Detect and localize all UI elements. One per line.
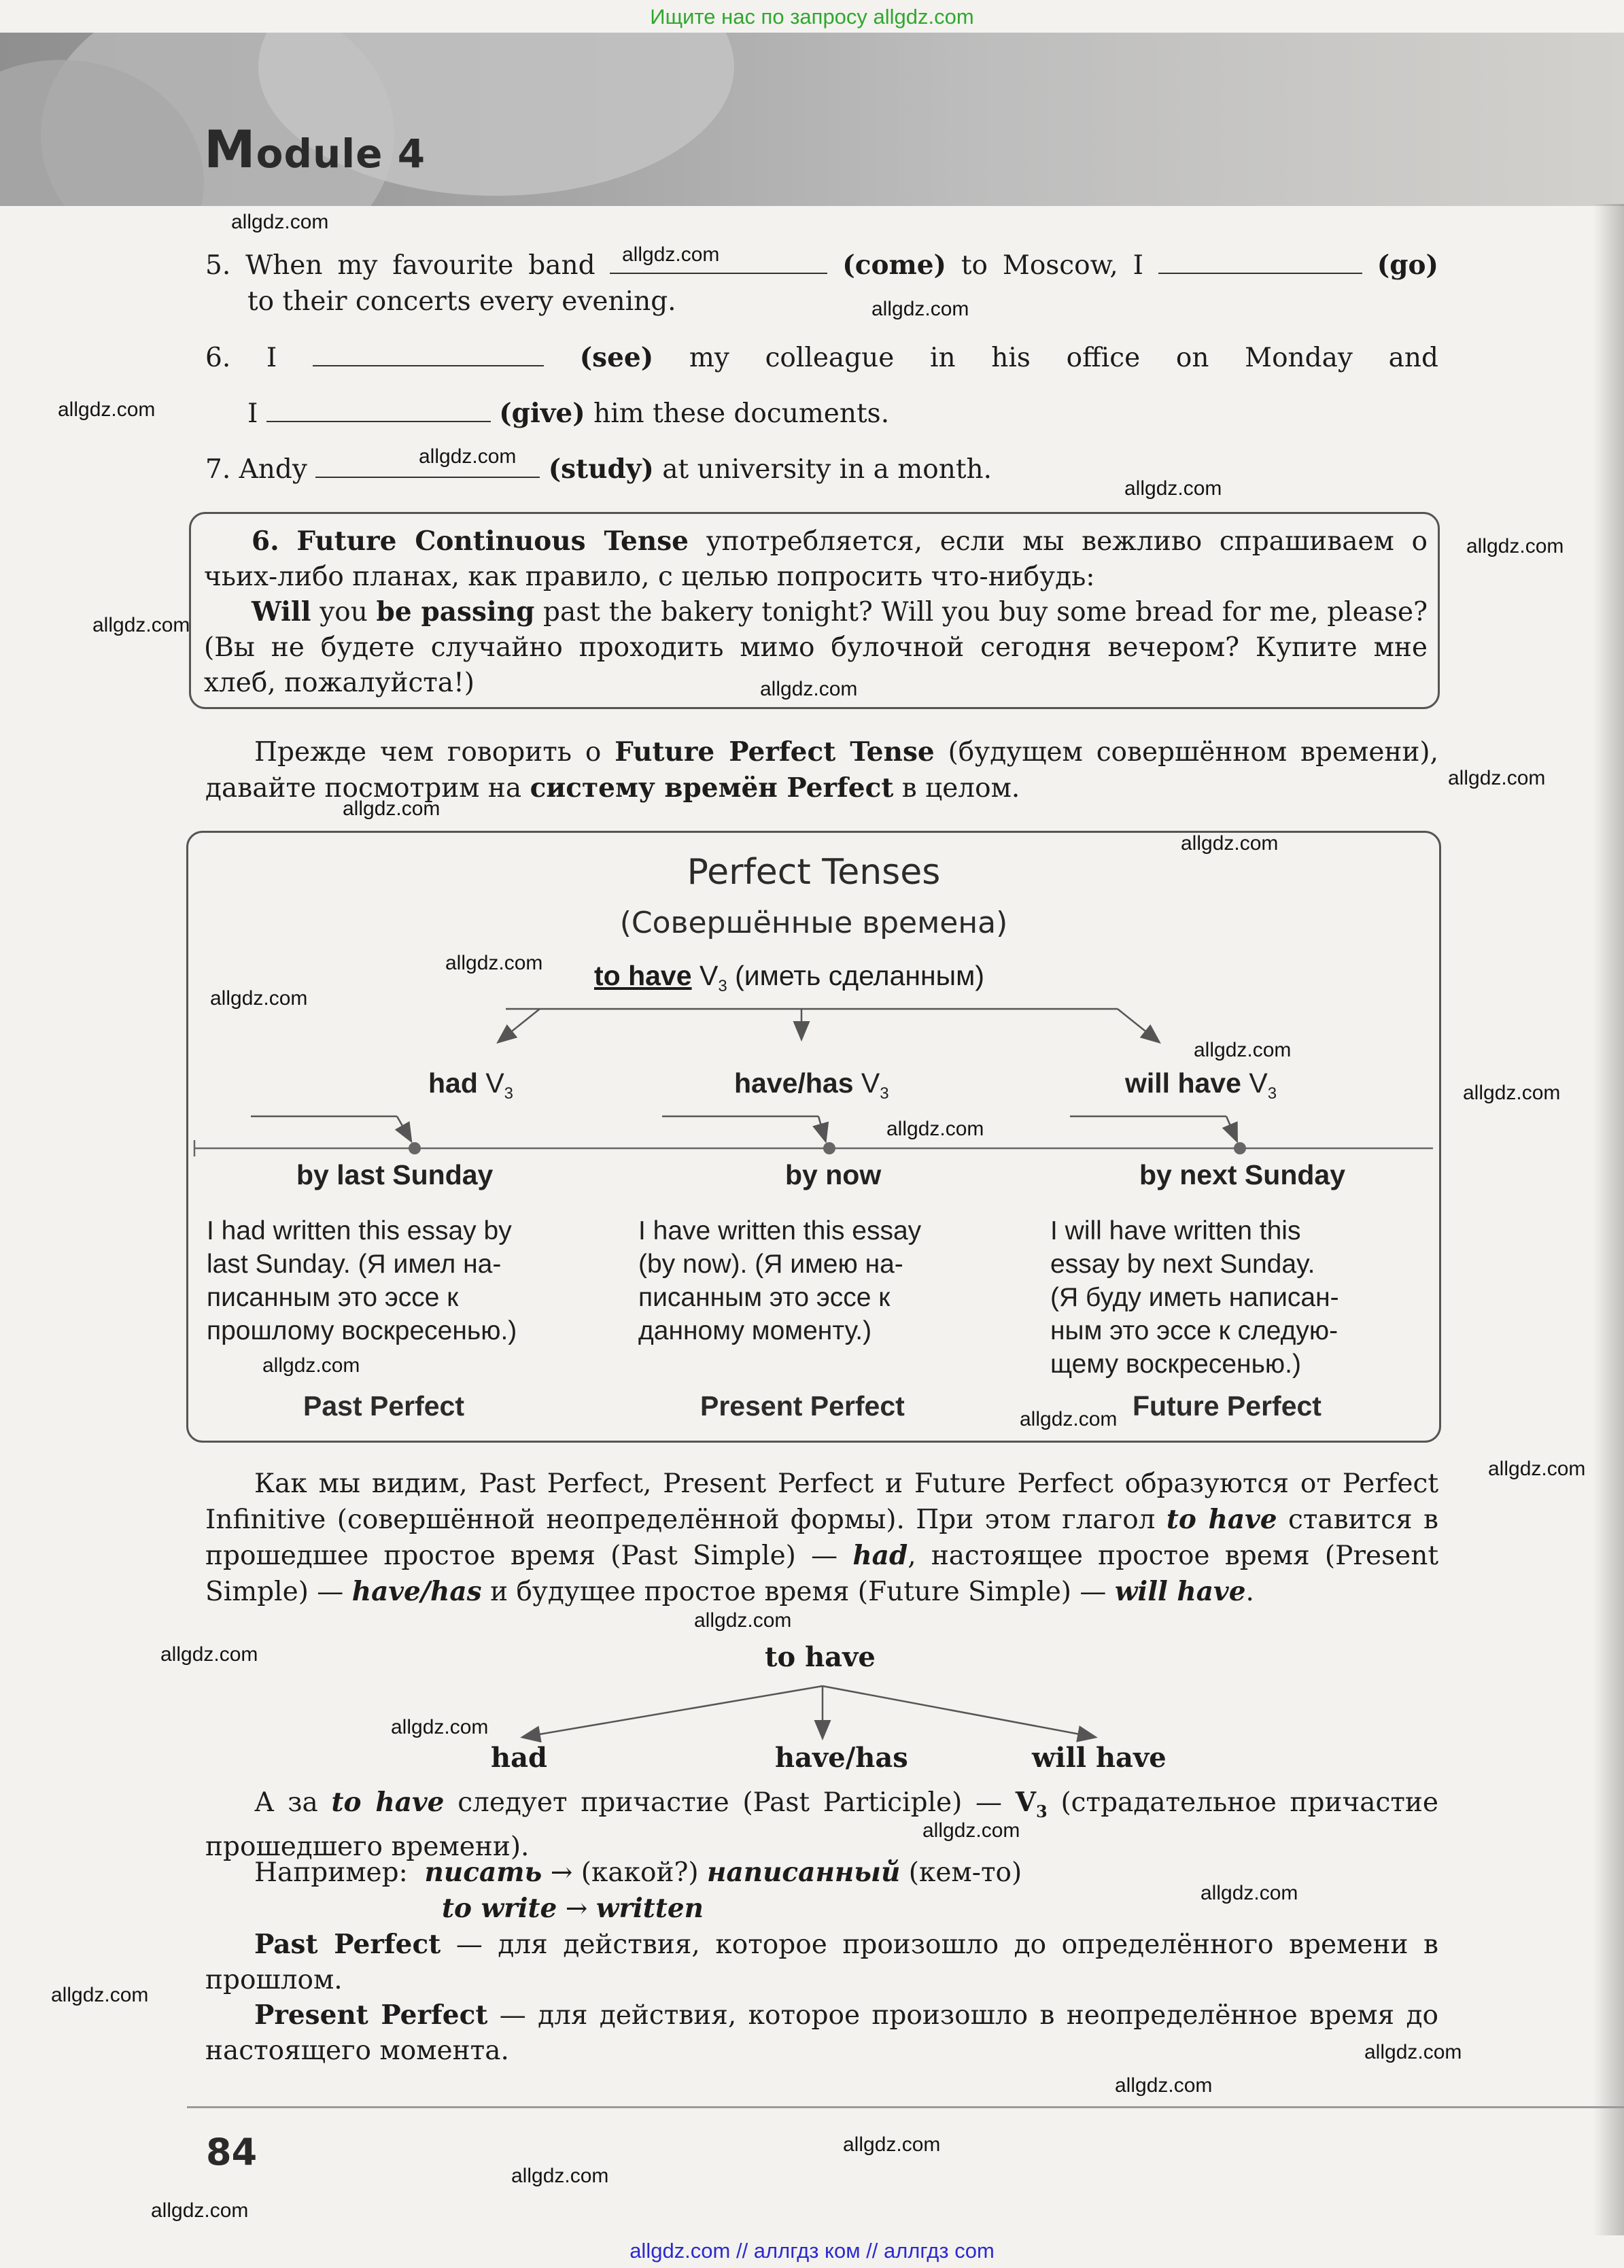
tree2-had: had <box>491 1742 547 1774</box>
watermark: allgdz.com <box>58 398 156 421</box>
definition-past-perfect: Past Perfect — для действия, которое произошло до определённого времени в прошлом. <box>205 1929 1438 1995</box>
exercise-6-cont: I (give) him these documents. <box>247 398 890 429</box>
definition-present-perfect: Present Perfect — для действия, которое произошло в неопределённое время до настоящего момента. <box>205 1999 1438 2066</box>
watermark: allgdz.com <box>391 1716 489 1738</box>
explanation-paragraph: Как мы видим, Past Perfect, Present Perfect и Future Perfect образуются от Perfect Infinitive (совершённой неопределённой формы). При этом глагол to have ставится в прошедшее простое время (Past Simple) — had, настоящее простое время (Present Simple) — have/has и будущее простое время (Future Simple) — will have. <box>205 1468 1438 1607</box>
watermark: allgdz.com <box>1115 2074 1213 2097</box>
perfect-title: Perfect Tenses <box>687 852 941 893</box>
intro-paragraph: Прежде чем говорить о Future Perfect Tense (будущем совершённом времени), давайте посмотрим на систему времён Perfect в целом. <box>205 736 1439 804</box>
watermark: allgdz.com <box>92 614 190 636</box>
timeline-point-past <box>409 1142 421 1154</box>
exercise-7: 7. Andy (study) at university in a month. <box>205 453 992 485</box>
exercise-5: 5. When my favourite band (come) to Moscow, I (go) <box>205 250 1438 281</box>
column-future-perfect: I will have written this essay by next Sunday. (Я буду иметь написан- ным это эссе к следую- щему воскресенью.) <box>1050 1216 1339 1379</box>
page-number: 84 <box>206 2131 258 2174</box>
tree2-will-have: will have <box>1032 1742 1167 1774</box>
tree2-have-has: have/has <box>775 1742 908 1774</box>
branch-arrow-right <box>1118 1009 1158 1042</box>
exercise-5-cont: to their concerts every evening. <box>247 286 676 317</box>
column-past-perfect: I had written this essay by last Sunday. (Я имел на- писанным это эссе к прошлому воскресенью.) <box>207 1216 517 1345</box>
answer-blank[interactable] <box>1158 251 1362 274</box>
label-present-perfect: Present Perfect <box>700 1390 905 1422</box>
branch-have-has: have/has $V_3$ <box>734 1067 889 1103</box>
watermark: allgdz.com <box>871 298 969 320</box>
answer-blank[interactable] <box>313 343 544 366</box>
watermark: allgdz.com <box>262 1354 360 1377</box>
timeline-point-present <box>823 1142 835 1154</box>
exercise-6: 6. I (see) my colleague in his office on Monday and <box>205 342 1438 373</box>
watermark: allgdz.com <box>511 2165 609 2187</box>
example-line-1: Например: писать → (какой?) написанный (кем-то) <box>254 1857 1022 1888</box>
watermark: allgdz.com <box>343 797 440 820</box>
example-line-2: to write → written <box>442 1893 704 1924</box>
watermark: allgdz.com <box>843 2133 941 2156</box>
watermark: allgdz.com <box>210 987 308 1010</box>
watermark: allgdz.com <box>1200 1882 1298 1904</box>
bottom-site-links[interactable]: allgdz.com // аллгдз ком // аллгдз com <box>629 2239 995 2263</box>
label-future-perfect: Future Perfect <box>1133 1390 1321 1422</box>
marker-by-last-sunday: by last Sunday <box>296 1159 494 1190</box>
rule-example: Will you be passing past the bakery tonight? Will you buy some bread for me, please? (Вы не будете случайно проходить мимо булочной сегодня вечером? Купите мне хлеб, пожалуйста!) <box>204 596 1428 698</box>
perfect-root: to have $V_3$ (иметь сделанным) <box>594 960 984 996</box>
watermark: allgdz.com <box>1020 1408 1118 1430</box>
watermark: allgdz.com <box>886 1118 984 1140</box>
branch-had: had $V_3$ <box>428 1067 514 1103</box>
watermark: allgdz.com <box>1194 1039 1292 1061</box>
label-past-perfect: Past Perfect <box>303 1390 465 1422</box>
marker-by-next-sunday: by next Sunday <box>1139 1159 1346 1190</box>
watermark: allgdz.com <box>151 2199 249 2222</box>
watermark: allgdz.com <box>419 445 517 468</box>
footer-rule <box>187 2106 1624 2108</box>
watermark: allgdz.com <box>922 1819 1020 1842</box>
perfect-subtitle: (Совершённые времена) <box>619 906 1008 940</box>
answer-blank[interactable] <box>266 399 491 422</box>
watermark: allgdz.com <box>160 1643 258 1666</box>
watermark: allgdz.com <box>1466 535 1564 557</box>
watermark: allgdz.com <box>1124 477 1222 500</box>
module-title: Module 4 <box>204 119 426 179</box>
branch-arrow-left <box>499 1009 540 1042</box>
top-search-link[interactable]: Ищите нас по запросу allgdz.com <box>650 5 974 29</box>
watermark: allgdz.com <box>231 211 329 233</box>
participle-paragraph: А за to have следует причастие (Past Participle) — $V_3$ (страдательное причастие прошедшего времени). <box>205 1787 1438 1862</box>
watermark: allgdz.com <box>694 1609 792 1632</box>
watermark: allgdz.com <box>1364 2041 1462 2063</box>
watermark: allgdz.com <box>1181 832 1279 855</box>
branch-will-have: will have $V_3$ <box>1125 1067 1277 1103</box>
watermark: allgdz.com <box>1448 767 1546 789</box>
watermark: allgdz.com <box>51 1984 149 2006</box>
watermark: allgdz.com <box>622 243 720 266</box>
watermark: allgdz.com <box>1463 1082 1561 1104</box>
marker-by-now: by now <box>785 1159 882 1190</box>
timeline-point-future <box>1234 1142 1246 1154</box>
watermark: allgdz.com <box>1488 1458 1586 1480</box>
column-present-perfect: I have written this essay (by now). (Я имею на- писанным это эссе к данному моменту.) <box>638 1216 922 1345</box>
tree2-root: to have <box>765 1641 876 1673</box>
rule-text: 6. Future Continuous Tense употребляется, если мы вежливо спрашиваем о чьих-либо планах, как правило, с целью попросить что-нибудь: <box>204 526 1428 592</box>
watermark: allgdz.com <box>760 678 858 700</box>
page-edge-shadow <box>1593 204 1624 2235</box>
watermark: allgdz.com <box>445 952 543 974</box>
